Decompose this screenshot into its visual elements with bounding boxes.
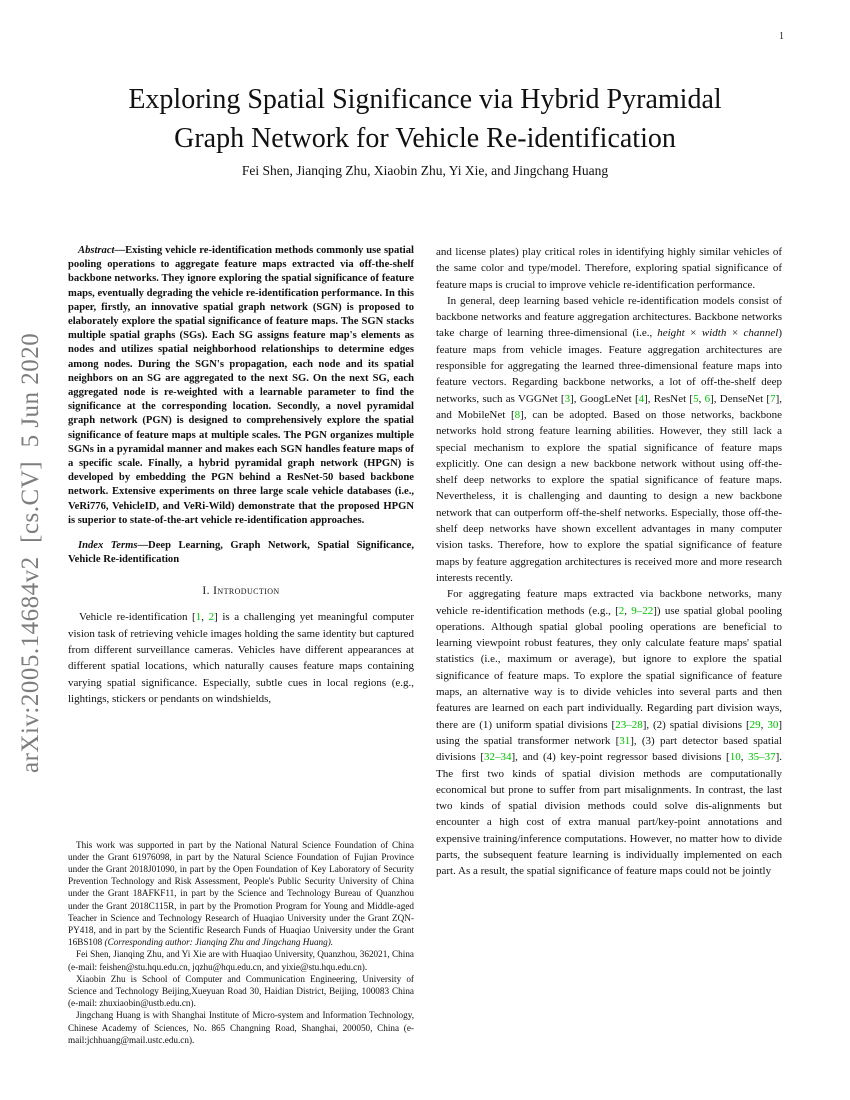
footnote-block: [68, 839, 414, 1046]
arxiv-watermark: arXiv:2005.14684v2 [cs.CV] 5 Jun 2020: [17, 332, 44, 774]
citation-link: 3: [564, 392, 571, 405]
citation-link: 10: [729, 751, 741, 764]
two-column-body: [68, 244, 782, 1046]
citation-link: 8: [514, 408, 521, 421]
citation-link: 2: [208, 611, 215, 624]
citation-link: 2: [618, 604, 625, 617]
footnote-affiliation-ustb: Xiaobin Zhu is School of Computer and Communication Engineering, University of Science and Technology Beijing,Xueyuan Road 30, Haidian District, Beijing, 100083 China (e-mail: zhuxiaobin@ustb.edu.cn).: [68, 973, 414, 1009]
citation-link: 6: [704, 392, 711, 405]
citation-link: 32–34: [484, 751, 512, 764]
citation-link: 9: [631, 604, 637, 617]
citation-link: 22: [642, 604, 654, 617]
citation-link: 7: [770, 392, 776, 405]
right-paragraph-3: For aggregating feature maps extracted via backbone networks, many vehicle re-identification methods (e.g., [2, 9–22]) use spatial global pooling operations. Although spatial global pooling operations are beneficial to learning viewpoint robust features, they only calculate feature maps' spatial statistics (i.e., maximum or average), but ignore to explore the spatial significance of feature maps. To explore the spatial significance of feature maps, an alternative way is to divide vehicles into several parts and then features are learned on each part individually. Regarding part division ways, there are (1) uniform spatial divisions [23–28], (2) spatial divisions [29, 30] using the spatial transformer network [31], (3) part detector based spatial divisions [32–34], and (4) key-point regressor based divisions [10, 35–37]. The first two kinds of spatial division methods are computationally economical but prone to suffer from part misalignments. In contrast, the last two kinds of spatial division methods could solve dis-alignments but encounter a high cost of extra manual part/key-point annotations and expensive training/inference computations. However, no matter how to divide parts, the subsequent feature learning is individually implemented on each part. As a result, the spatial significance of feature maps could not be jointly: [436, 588, 782, 878]
right-paragraph-2: In general, deep learning based vehicle re-identification models consist of backbone networks and feature aggregation architectures. Backbone networks take charge of learning three-dimensional (i.e., height × width × channel) feature maps from vehicle images. Feature aggregation architectures are responsible for aggregating the learned three-dimensional feature maps into feature vectors. Regarding backbone networks, a lot of off-the-shelf deep networks, such as VGGNet [3], GoogLeNet [4], ResNet [5, 6], DenseNet [7], and MobileNet [8], can be adopted. Based on those networks, backbone networks hold strong feature learning abilities. However, they still lack a special mechanism to explore the spatial significance of feature maps explicitly. One can design a new backbone network without using off-the-shelf deep networks to explore the spatial significance of feature maps. Nevertheless, it is challenging and daunting to design a new backbone network that can outperform off-the-shelf networks. Especially, those off-the-shelf deep networks have shown excellent advantages in many computer vision tasks. Therefore, how to explore the spatial significance of feature maps by feature aggregation architectures is received more and more research interests recently.: [436, 294, 782, 584]
paper-title-line1: Exploring Spatial Significance via Hybrid Pyramidal: [128, 84, 722, 115]
abstract-paragraph: Abstract—Existing vehicle re-identification methods commonly use spatial pooling operations to aggregate feature maps extracted via off-the-shelf backbone networks. They ignore exploring the spatial significance of feature maps, eventually degrading the vehicle re-identification performance. In this paper, firstly, an innovative spatial graph network (SGN) is proposed to elaborately explore the spatial significance of feature maps. The SGN stacks multiple spatial graphs (SGs). Each SG assigns feature map's elements as nodes and utilizes spatial neighborhood relationships to determine edges among nodes. During the SGN's propagation, each node and its spatial neighbors on an SG are aggregated to the next SG. On the next SG, each aggregated node is re-weighted with a learnable parameter to find the significance at the corresponding location. Secondly, a novel pyramidal graph network (PGN) is designed to comprehensively explore the spatial significance of feature maps at multiple scales. The PGN organizes multiple SGNs in a pyramidal manner and makes each SGN handles feature maps of a specific scale. Finally, a hybrid pyramidal graph network (HPGN) is developed by embedding the PGN behind a ResNet-50 based backbone network. Extensive experiments on three large scale vehicle databases (i.e., VeRi776, VehicleID, and VeRi-Wild) demonstrate that the proposed HPGN is superior to state-of-the-art vehicle re-identification approaches.: [68, 245, 414, 526]
paper-title-line2: Graph Network for Vehicle Re-identification: [174, 123, 676, 154]
author-list: Fei Shen, Jianqing Zhu, Xiaobin Zhu, Yi Xie, and Jingchang Huang: [241, 163, 609, 178]
page-number: 1: [779, 31, 784, 42]
footnote-affiliation-simit: Jingchang Huang is with Shanghai Institute of Micro-system and Information Technology, Chinese Academy of Sciences, No. 865 Changning Road, Shanghai, 200050, China (e-mail:jchhuang@mail.ustc.edu.cn).: [68, 1010, 414, 1045]
citation-link: 1: [195, 611, 202, 624]
index-terms-paragraph: Index Terms—Deep Learning, Graph Network, Spatial Significance, Vehicle Re-identification: [68, 540, 414, 566]
citation-link: 29: [749, 718, 761, 731]
left-column: [68, 244, 414, 1046]
right-column: [436, 244, 782, 1046]
right-paragraph-1: and license plates) play critical roles in identifying highly similar vehicles of the same color and type/model. Therefore, exploring spatial significance of feature maps is crucial to improve vehicle re-identification performance.: [436, 246, 782, 291]
citation-link: 23–28: [615, 718, 643, 731]
citation-link: 4: [638, 392, 645, 405]
citation-link: 30: [767, 718, 779, 731]
citation-link: 35–37: [748, 751, 776, 764]
section-heading-introduction: I. Introduction: [202, 585, 280, 598]
paper-title: [40, 80, 810, 158]
introduction-paragraph-1: Vehicle re-identification [1, 2] is a challenging yet meaningful computer vision task of retrieving vehicle images holding the same identity but captured from different surveillance cameras. Vehicles have different appearances at different spatial locations, which naturally causes feature maps containing varying spatial significance. Especially, subtle cues in local regions (e.g., lightings, stickers or pendants on windshields,: [68, 611, 414, 705]
footnote-funding: This work was supported in part by the National Natural Science Foundation of China under the Grant 61976098, in part by the Natural Science Foundation of Fujian Province under the Grant 2018J01090, in part by the Open Foundation of Key Laboratory of Security Prevention Technology and Risk Assessment, People's Public Security University of China under the Grant 18AFKF11, in part by the Science and Technology Bureau of Quanzhou under the Grant 2018C115R, in part by the Promotion Program for Young and Middle-aged Teacher in Science and Technology Research of Huaqiao University under the Grant ZQN-PY418, and in part by the Scientific Research Funds of Huaqiao University under the Grant 16BS108 (Corresponding author: Jianqing Zhu and Jingchang Huang).: [68, 839, 414, 948]
citation-link: 5: [693, 392, 699, 405]
citation-link: 31: [619, 734, 631, 747]
footnote-affiliation-huaqiao: Fei Shen, Jianqing Zhu, and Yi Xie are with Huaqiao University, Quanzhou, 362021, China (e-mail: feishen@stu.hqu.edu.cn, jqzhu@hqu.edu.cn, and yixie@stu.hqu.edu.cn).: [68, 949, 414, 972]
citation-link: –: [636, 604, 643, 617]
